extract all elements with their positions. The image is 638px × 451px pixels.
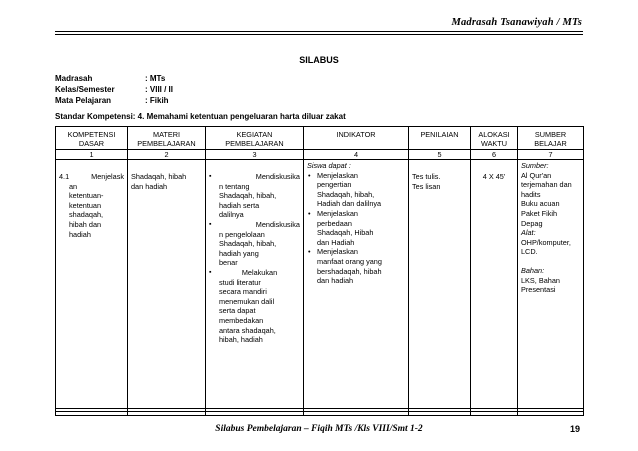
list-item: • Menjelaskan pengertian Shadaqah, hibah, Hadiah dan dalilnya xyxy=(307,171,405,209)
kegiatan-list xyxy=(209,172,300,345)
penilaian-line: Tes tulis. xyxy=(412,172,441,181)
materi-line: Shadaqah, hibah xyxy=(131,172,187,181)
column-number-row xyxy=(56,150,584,160)
col-header-materi: MATERI PEMBELAJARAN xyxy=(128,127,206,150)
competency-standard: Standar Kompetensi: 4. Memahami ketentuan pengeluaran harta diluar zakat xyxy=(55,112,346,121)
kd-number: 4.1 xyxy=(59,172,70,181)
kd-line: Menjelask xyxy=(91,172,124,181)
meta-label: Madrasah xyxy=(55,74,93,83)
alat-line: OHP/komputer, xyxy=(521,237,571,247)
cell-indikator xyxy=(304,160,409,416)
cell-kegiatan xyxy=(206,160,304,416)
column-number: 2 xyxy=(128,150,206,160)
footer-rule xyxy=(55,408,583,409)
meta-row-mapel xyxy=(55,95,173,106)
bahan-line: LKS, Bahan xyxy=(521,275,560,285)
list-item: ▪ Mendiskusika n tentang Shadaqah, hibah, hadiah serta dalilnya xyxy=(209,172,300,220)
meta-row-kelas xyxy=(55,84,173,95)
sumber-line: hadits xyxy=(521,189,541,199)
kd-line: ketentuan- xyxy=(69,191,104,201)
meta-value: : Fikih xyxy=(145,96,169,105)
materi-line: dan hadiah xyxy=(131,181,168,191)
header-title: Madrasah Tsanawiyah / MTs xyxy=(451,17,582,28)
document-title: SILABUS xyxy=(299,55,339,65)
sumber-line: Depag xyxy=(521,218,543,228)
alat-label: Alat: xyxy=(521,228,536,238)
meta-value: : VIII / II xyxy=(145,85,174,94)
indikator-list xyxy=(307,171,405,286)
col-header-sumber: SUMBER BELAJAR xyxy=(518,127,584,150)
col-header-kompetensi: KOMPETENSI DASAR xyxy=(56,127,128,150)
column-number: 7 xyxy=(518,150,584,160)
meta-row-madrasah xyxy=(55,73,173,84)
kd-line: shadaqah, xyxy=(69,210,104,220)
cell-sumber xyxy=(518,160,584,416)
bahan-label: Bahan: xyxy=(521,265,545,275)
alokasi-value: 4 X 45' xyxy=(482,172,506,181)
list-item: ▪ Mendiskusika n pengelolaan Shadaqah, hibah, hadiah yang benar xyxy=(209,220,300,268)
cell-materi xyxy=(128,160,206,416)
col-header-kegiatan: KEGIATAN PEMBELAJARAN xyxy=(206,127,304,150)
kd-line: hibah dan xyxy=(69,219,102,229)
meta-label: Kelas/Semester xyxy=(55,85,115,94)
indikator-heading: Siswa dapat : xyxy=(307,161,351,170)
meta-value: : MTs xyxy=(145,74,166,83)
table-row xyxy=(56,160,584,416)
sumber-line: Paket Fikih xyxy=(521,208,558,218)
col-header-penilaian: PENILAIAN xyxy=(409,127,471,150)
column-number: 1 xyxy=(56,150,128,160)
kd-line: ketentuan xyxy=(69,200,102,210)
sumber-label: Sumber: xyxy=(521,161,549,170)
cell-penilaian xyxy=(409,160,471,416)
col-header-alokasi: ALOKASI WAKTU xyxy=(471,127,518,150)
sumber-line: Al Qur'an xyxy=(521,170,552,180)
col-header-indikator: INDIKATOR xyxy=(304,127,409,150)
list-item: • Menjelaskan perbedaan Shadaqah, Hibah dan Hadiah xyxy=(307,209,405,247)
column-number: 5 xyxy=(409,150,471,160)
kd-line: an xyxy=(69,181,78,191)
list-item: • Menjelaskan manfaat orang yang bershadaqah, hibah dan hadiah xyxy=(307,247,405,285)
penilaian-line: Tes lisan xyxy=(412,181,441,191)
kd-line: hadiah xyxy=(69,229,91,239)
column-number: 3 xyxy=(206,150,304,160)
footer-text: Silabus Pembelajaran – Fiqih MTs /Kls VIII/Smt 1-2 xyxy=(215,424,423,434)
column-number: 6 xyxy=(471,150,518,160)
bahan-line: Presentasi xyxy=(521,285,556,295)
list-item: ▪ Melakukan studi literatur secara mandiri menemukan dalil serta dapat membedakan antara shadaqah, hibah, hadiah xyxy=(209,268,300,345)
meta-label: Mata Pelajaran xyxy=(55,96,112,105)
cell-alokasi xyxy=(471,160,518,416)
cell-kompetensi-dasar xyxy=(56,160,128,416)
page-number: 19 xyxy=(569,424,580,434)
header-rule-thin xyxy=(55,34,583,35)
sumber-line: Buku acuan xyxy=(521,199,560,209)
sumber-line: terjemahan dan xyxy=(521,180,572,190)
header-rule xyxy=(55,31,583,32)
footer-rule-thin xyxy=(55,411,583,412)
syllabus-table xyxy=(55,126,584,416)
table-header-row xyxy=(56,127,584,150)
meta-block xyxy=(55,73,173,106)
alat-line: LCD. xyxy=(521,247,538,257)
column-number: 4 xyxy=(304,150,409,160)
